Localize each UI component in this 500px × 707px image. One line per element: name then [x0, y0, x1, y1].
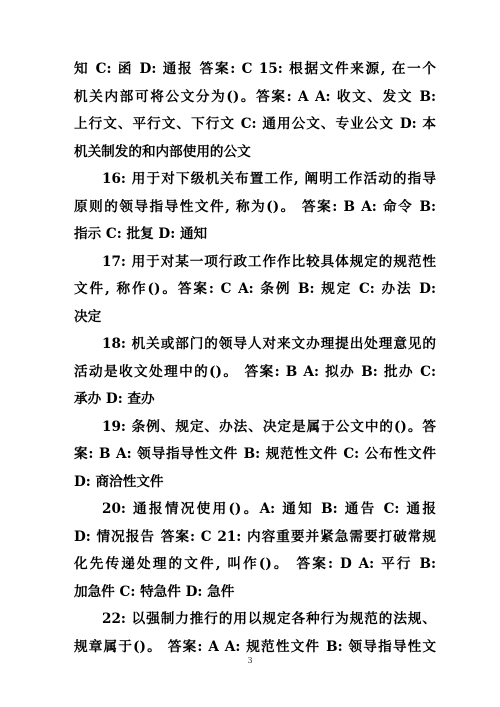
text-line: 机关制发的和内部使用的公文 [74, 143, 251, 160]
text-line: 加急件 C: 特急件 D: 急件 [74, 583, 235, 600]
text-line: 原则的领导指导性文件, 称为()。 答案: B A: 命令 B: [74, 198, 436, 215]
question-22-line: 22: 以强制力推行的用以规定各种行为规范的法规、 [102, 611, 436, 627]
text-line: 指示 C: 批复 D: 通知 [74, 226, 208, 242]
text-line: D: 商洽性文件 [74, 473, 164, 490]
question-17-line: 17: 用于对某一项行政工作作比较具体规定的规范性 [102, 253, 436, 270]
page-number: 3 [247, 656, 253, 665]
text-line: 机关内部可将公文分为()。答案: A A: 收文、发文 B: [74, 88, 436, 105]
question-19-line: 19: 条例、规定、办法、决定是属于公文中的()。答 [102, 418, 436, 435]
text-line: 上行文、平行文、下行文 C: 通用公文、专业公文 D: 本 [74, 116, 436, 132]
document-body [74, 56, 436, 661]
text-line: 决定 [74, 308, 102, 325]
text-line: 文件, 称作()。答案: C A: 条例 B: 规定 C: 办法 D: [74, 281, 436, 297]
question-18-line: 18: 机关或部门的领导人对来文办理提出处理意见的 [102, 336, 436, 352]
question-20-line: 20: 通报情况使用()。A: 通知 B: 通告 C: 通报 [102, 501, 436, 517]
text-line: 承办 D: 查办 [74, 391, 155, 407]
text-line: 化先传递处理的文件, 叫作()。 答案: D A: 平行 B: [74, 556, 436, 572]
text-line: D: 情况报告 答案: C 21: 内容重要并紧急需要打破常规 [74, 528, 436, 545]
text-line: 规章属于()。 答案: A A: 规范性文件 B: 领导指导性文 [74, 638, 436, 655]
question-16-line: 16: 用于对下级机关布置工作, 阐明工作活动的指导 [102, 171, 436, 187]
text-line: 活动是收文处理中的()。 答案: B A: 拟办 B: 批办 C: [74, 363, 436, 380]
text-line: 案: B A: 领导指导性文件 B: 规范性文件 C: 公布性文件 [74, 446, 436, 462]
text-line: 知 C: 函 D: 通报 答案: C 15: 根据文件来源, 在一个 [74, 61, 436, 77]
